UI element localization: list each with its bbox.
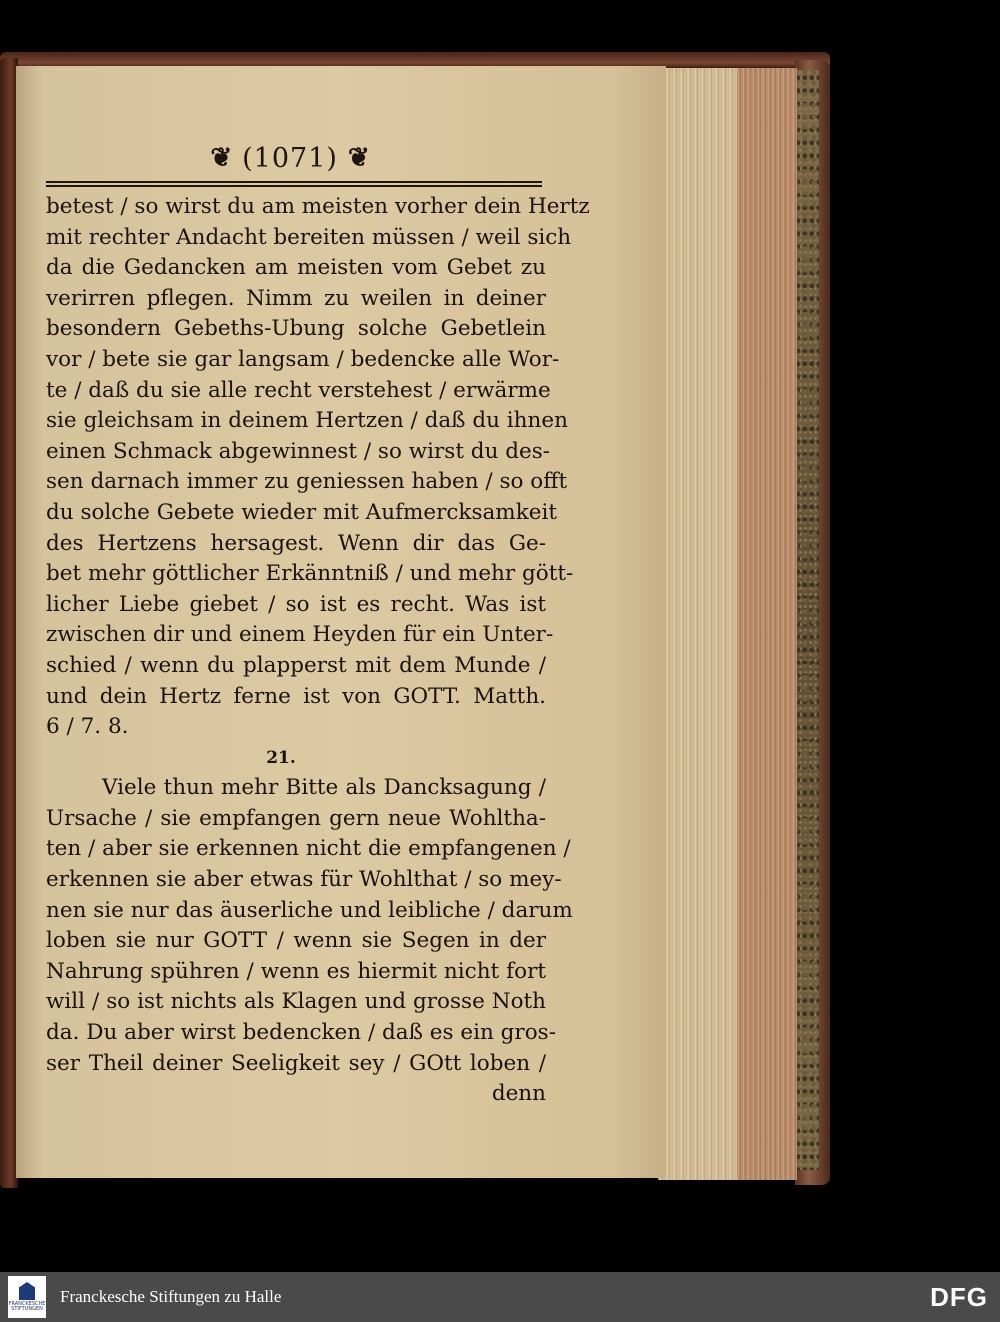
text-line: besondern Gebeths-Ubung solche Gebetlein: [46, 316, 546, 342]
text-line: nen sie nur das äuserliche und leibliche / darum: [46, 897, 573, 923]
page-header: [190, 138, 390, 178]
text-line: ser Theil deiner Seeligkeit sey / GOtt loben /: [46, 1050, 546, 1076]
dfg-logo[interactable]: DFG: [930, 1281, 988, 1312]
text-line: sen darnach immer zu geniessen haben / so offt: [46, 469, 568, 495]
text-line: te / daß du sie alle recht verstehest / erwärme: [46, 377, 551, 403]
text-line: da. Du aber wirst bedencken / daß es ein gros-: [46, 1020, 556, 1046]
text-line: bet mehr göttlicher Erkänntniß / und mehr gött-: [46, 561, 574, 587]
text-line: 6 / 7. 8.: [46, 714, 129, 740]
text-line: vor / bete sie gar langsam / bedencke alle Wor-: [46, 346, 560, 372]
text-line: und dein Hertz ferne ist von GOTT. Matth.: [46, 683, 546, 709]
building-icon: [19, 1282, 35, 1300]
text-line: zwischen dir und einem Heyden für ein Unter-: [46, 622, 554, 648]
right-ornament-icon: ❦: [347, 143, 370, 173]
header-rule: [46, 181, 542, 187]
institution-name[interactable]: Franckesche Stiftungen zu Halle: [60, 1287, 282, 1306]
text-line: ten / aber sie erkennen nicht die empfangenen /: [46, 836, 571, 862]
text-line: loben sie nur GOTT / wenn sie Segen in der: [46, 928, 546, 954]
text-line: erkennen sie aber etwas für Wohlthat / so mey-: [46, 867, 562, 893]
text-line: du solche Gebete wieder mit Aufmercksamkeit: [46, 499, 557, 525]
page-text: [46, 192, 590, 1110]
text-line: mit rechter Andacht bereiten müssen / weil sich: [46, 224, 572, 250]
text-line: licher Liebe giebet / so ist es recht. Was ist: [46, 591, 546, 617]
text-line: sie gleichsam in deinem Hertzen / daß du ihnen: [46, 408, 568, 434]
logo-label: FRANCKESCHE STIFTUNGEN: [8, 1301, 46, 1312]
section-number: 21.: [266, 747, 296, 768]
text-line: schied / wenn du plapperst mit dem Munde /: [46, 652, 546, 678]
text-line: Nahrung spühren / wenn es hiermit nicht fort: [46, 958, 546, 984]
institution-logo[interactable]: [8, 1276, 46, 1318]
viewer-footer: [0, 1272, 1000, 1322]
page-stack-red-edge: [737, 68, 797, 1180]
text-line: Viele thun mehr Bitte als Dancksagung /: [102, 775, 546, 801]
text-line: da die Gedancken am meisten vom Gebet zu: [46, 255, 546, 281]
text-line: will / so ist nichts als Klagen und grosse Noth: [46, 989, 546, 1015]
text-line: einen Schmack abgewinnest / so wirst du des-: [46, 438, 551, 464]
catchword: denn: [491, 1081, 546, 1107]
text-line: Ursache / sie empfangen gern neue Wohltha-: [46, 805, 546, 831]
text-line: verirren pflegen. Nimm zu weilen in deiner: [46, 285, 546, 311]
text-line: betest / so wirst du am meisten vorher dein Hertz: [46, 194, 590, 219]
left-ornament-icon: ❦: [210, 143, 233, 173]
text-line: des Hertzens hersagest. Wenn dir das Ge-: [46, 530, 546, 556]
page-number: (1071): [242, 142, 338, 174]
page-stack-edge: [658, 68, 797, 1180]
